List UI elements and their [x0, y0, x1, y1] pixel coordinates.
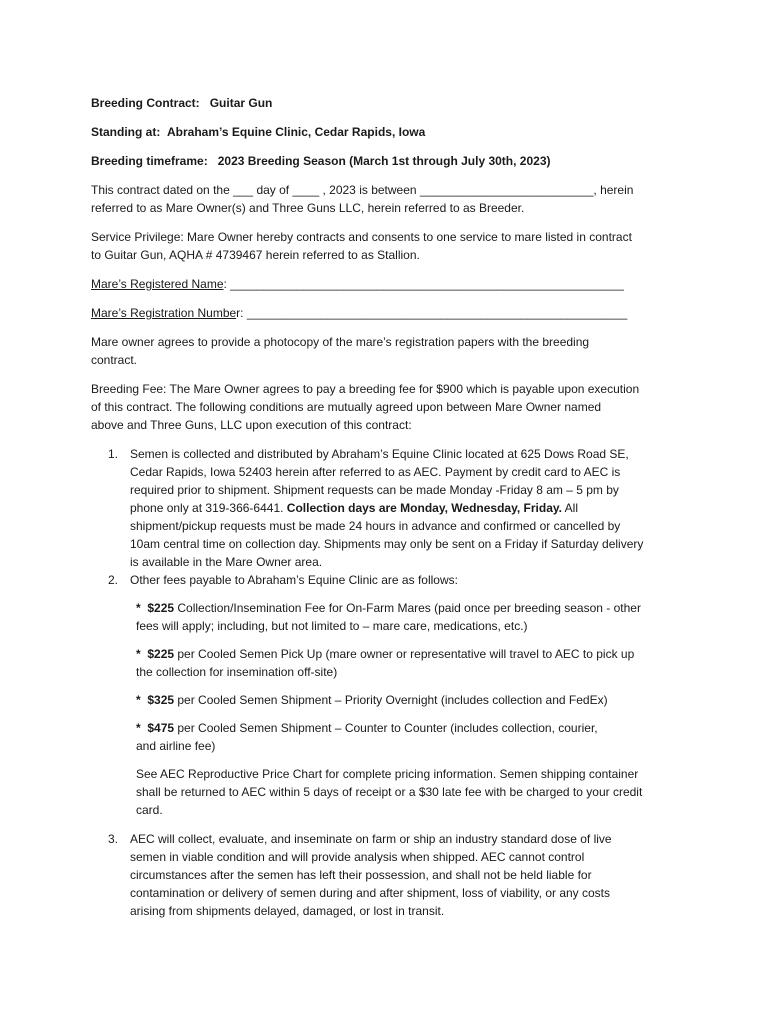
fee-amount: $475	[147, 721, 175, 735]
fee-description: per Cooled Semen Shipment – Counter to Counter (includes collection, courier,	[174, 721, 598, 735]
bullet-star: *	[136, 721, 141, 735]
breeding-fee-paragraph	[91, 380, 681, 434]
collection-days: Collection days are Monday, Wednesday, Friday.	[286, 501, 562, 515]
fee-line-2: of this contract. The following conditions are mutually agreed upon between Mare Owner named	[91, 400, 602, 414]
list-item	[91, 571, 681, 589]
contract-label: Breeding Contract:	[91, 96, 200, 110]
fee-line-3: above and Three Guns, LLC upon execution of this contract:	[91, 418, 412, 432]
fee-description: per Cooled Semen Pick Up (mare owner or representative will travel to AEC to pick up	[174, 647, 635, 661]
item-text: Other fees payable to Abraham’s Equine Clinic are as follows:	[130, 573, 458, 587]
mare-registration-label: Mare’s Registration Numbe	[91, 306, 237, 320]
bullet-star: *	[136, 693, 141, 707]
fee-item	[136, 719, 681, 755]
conditions-list	[91, 445, 681, 589]
stallion-name: Guitar Gun	[209, 96, 273, 110]
mare-name-label: Mare’s Registered Name	[91, 277, 224, 291]
fee-line-1: Breeding Fee: The Mare Owner agrees to pay a breeding fee for $900 which is payable upon execution	[91, 382, 640, 396]
item-number: 1.	[108, 447, 119, 461]
list-item	[91, 445, 681, 571]
fee-amount: $225	[147, 647, 175, 661]
fee-item	[136, 645, 681, 681]
service-line-1: Service Privilege: Mare Owner hereby contracts and consents to one service to mare listed in contract	[91, 230, 632, 244]
price-chart-note	[91, 765, 681, 819]
item-text: Cedar Rapids, Iowa 52403 herein after referred to as AEC. Payment by credit card to AEC is	[130, 465, 621, 479]
contract-parties-paragraph	[91, 181, 681, 217]
item-text: Semen is collected and distributed by Abraham’s Equine Clinic located at 625 Dows Road SE,	[130, 447, 629, 461]
fee-amount: $325	[147, 693, 175, 707]
parties-line-1: This contract dated on the ___ day of ____ , 2023 is between __________________________, herein	[91, 183, 634, 197]
item-text: AEC will collect, evaluate, and inseminate on farm or ship an industry standard dose of live	[130, 832, 612, 846]
photocopy-line-2: contract.	[91, 353, 138, 367]
photocopy-paragraph	[91, 333, 681, 369]
fee-description: per Cooled Semen Shipment – Priority Overnight (includes collection and FedEx)	[174, 693, 608, 707]
note-line: shall be returned to AEC within 5 days of receipt or a $30 late fee with be charged to your credit	[136, 785, 643, 799]
service-privilege-paragraph	[91, 228, 681, 264]
item-text: required prior to shipment. Shipment requests can be made Monday -Friday 8 am – 5 pm by	[130, 483, 619, 497]
breeding-timeframe	[91, 152, 681, 170]
parties-line-2: referred to as Mare Owner(s) and Three Guns LLC, herein referred to as Breeder.	[91, 201, 525, 215]
bullet-star: *	[136, 601, 141, 615]
item-text: phone only at 319-366-6441.	[130, 501, 287, 515]
contract-title	[91, 94, 681, 112]
fees-list	[91, 599, 681, 755]
conditions-list-continued	[91, 830, 681, 920]
contract-body	[91, 94, 681, 920]
item-text: contamination or delivery of semen during and after shipment, loss of viability, or any costs	[130, 886, 611, 900]
photocopy-line-1: Mare owner agrees to provide a photocopy of the mare’s registration papers with the breeding	[91, 335, 590, 349]
fee-description: fees will apply; including, but not limited to – mare care, medications, etc.)	[136, 619, 528, 633]
mare-registration-field	[91, 304, 681, 322]
item-text: shipment/pickup requests must be made 24 hours in advance and confirmed or cancelled by	[130, 519, 621, 533]
fee-description: the collection for insemination off-site)	[136, 665, 338, 679]
standing-label: Standing at:	[91, 125, 161, 139]
fee-description: and airline fee)	[136, 739, 216, 753]
fee-description: Collection/Insemination Fee for On-Farm Mares (paid once per breeding season - other	[174, 601, 641, 615]
item-number: 3.	[108, 832, 119, 846]
item-text: circumstances after the semen has left their possession, and shall not be held liable for	[130, 868, 592, 882]
fee-item	[136, 691, 681, 709]
standing-at	[91, 123, 681, 141]
item-text: arising from shipments delayed, damaged, or lost in transit.	[130, 904, 445, 918]
item-text: semen in viable condition and will provide analysis when shipped. AEC cannot control	[130, 850, 585, 864]
fee-item	[136, 599, 681, 635]
item-number: 2.	[108, 573, 119, 587]
mare-name-field	[91, 275, 681, 293]
note-line: See AEC Reproductive Price Chart for complete pricing information. Semen shipping container	[136, 767, 639, 781]
service-line-2: to Guitar Gun, AQHA # 4739467 herein referred to as Stallion.	[91, 248, 420, 262]
item-text: 10am central time on collection day. Shipments may only be sent on a Friday if Saturday delivery	[130, 537, 644, 551]
mare-name-blank: : ___________________________________________________________	[223, 277, 624, 291]
bullet-star: *	[136, 647, 141, 661]
timeframe-value: 2023 Breeding Season (March 1st through July 30th, 2023)	[217, 154, 551, 168]
fee-amount: $225	[147, 601, 175, 615]
item-text: All	[561, 501, 578, 515]
list-item	[91, 830, 681, 920]
note-line: card.	[136, 803, 163, 817]
mare-registration-blank: r: _________________________________________________________	[236, 306, 628, 320]
standing-value: Abraham’s Equine Clinic, Cedar Rapids, Iowa	[167, 125, 426, 139]
timeframe-label: Breeding timeframe:	[91, 154, 208, 168]
item-text: is available in the Mare Owner area.	[130, 555, 323, 569]
